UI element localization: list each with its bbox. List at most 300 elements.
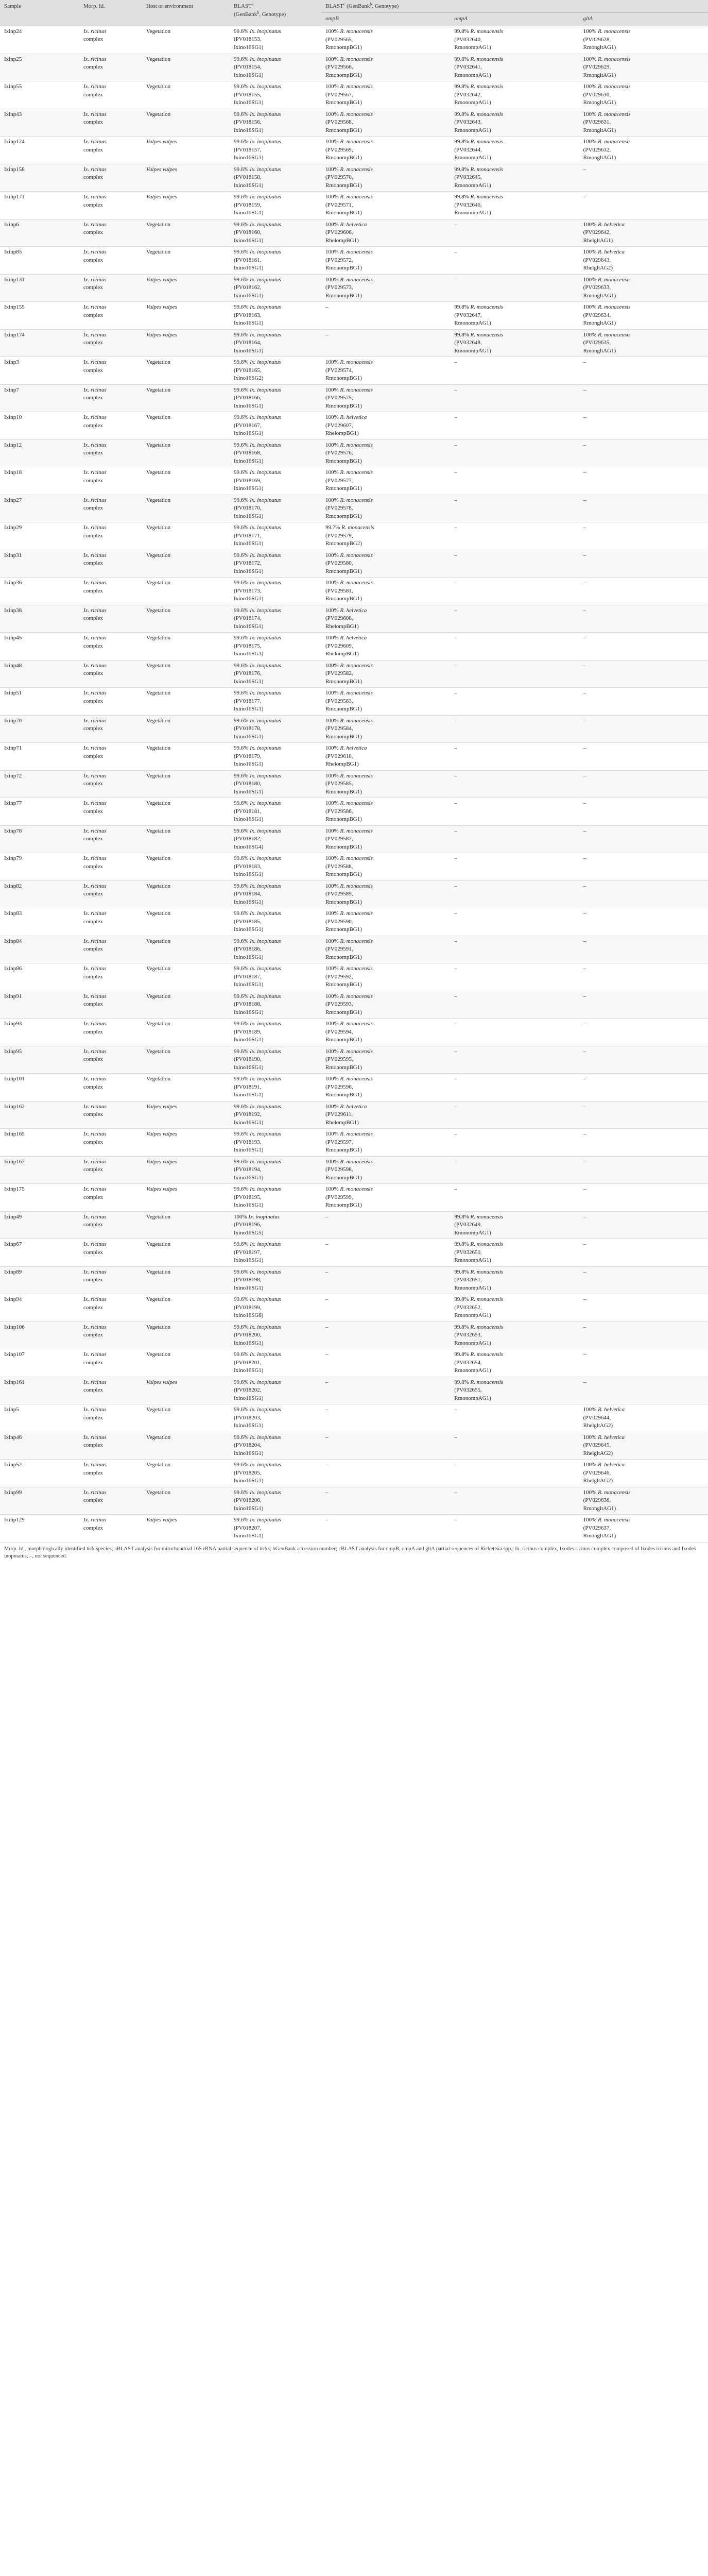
sample-id: Ixinp93	[4, 1021, 22, 1027]
cell-blast-16s	[230, 550, 321, 578]
ompA-species: R. monacensis	[470, 304, 504, 310]
morp-complex: complex	[83, 395, 103, 401]
cell-morp-id	[79, 578, 142, 605]
gltA-not-sequenced: –	[583, 1131, 586, 1137]
ompA-species: R. monacensis	[470, 1379, 504, 1385]
ompA-not-sequenced: –	[454, 552, 457, 558]
ompB-percent: 100%	[325, 745, 339, 751]
cell-sample	[0, 633, 79, 660]
morp-species: Ix. ricinus	[83, 359, 107, 365]
col-header-ompa: ompA	[450, 12, 579, 26]
gltA-not-sequenced: –	[583, 965, 586, 972]
cell-blast-16s	[230, 688, 321, 716]
blast-c-rest: (GenBank	[345, 3, 370, 9]
sample-id: Ixinp155	[4, 304, 25, 310]
ompA-accession: (PV032646,	[454, 201, 482, 208]
cell-glta	[579, 908, 708, 936]
blast16-percent: 99.6%	[234, 1434, 249, 1440]
cell-blast-16s	[230, 439, 321, 467]
cell-sample	[0, 357, 79, 385]
morp-complex: complex	[83, 312, 103, 318]
cell-blast-16s	[230, 1377, 321, 1404]
ompA-not-sequenced: –	[454, 827, 457, 834]
blast16-percent: 99.6%	[234, 883, 249, 889]
cell-host	[142, 633, 230, 660]
ompA-not-sequenced: –	[454, 635, 457, 641]
blast16-percent: 99.6%	[234, 1158, 249, 1165]
cell-glta	[579, 853, 708, 881]
blast-a-label: BLAST	[234, 3, 252, 9]
ompB-percent: 100%	[325, 194, 339, 200]
blast16-species: Ix. inopinatus	[250, 249, 281, 255]
ompA-genotype: RmonompAG1)	[454, 72, 491, 78]
table-row	[0, 908, 708, 936]
cell-sample	[0, 1211, 79, 1239]
blast16-species: Ix. inopinatus	[250, 221, 281, 228]
cell-glta	[579, 660, 708, 688]
cell-ompb	[321, 384, 450, 412]
ompB-species: R. monacensis	[340, 1131, 373, 1137]
blast16-accession: (PV018174,	[234, 615, 262, 621]
blast16-species: Ix. inopinatus	[250, 194, 281, 200]
ompB-accession: (PV029579,	[325, 532, 353, 539]
blast16-genotype: Ixino16SG1)	[234, 402, 264, 409]
cell-ompa	[450, 522, 579, 550]
cell-ompa	[450, 1074, 579, 1101]
cell-host	[142, 880, 230, 908]
cell-ompb	[321, 1156, 450, 1184]
host-name: Vegetation	[146, 469, 171, 476]
cell-ompb	[321, 81, 450, 109]
ompA-not-sequenced: –	[454, 910, 457, 917]
ompB-genotype: RmonompBG1)	[325, 457, 362, 464]
blast16-accession: (PV018178,	[234, 725, 262, 732]
sample-id: Ixinp99	[4, 1489, 22, 1496]
table-row	[0, 991, 708, 1019]
cell-ompa	[450, 1377, 579, 1404]
ompB-percent: 100%	[325, 386, 339, 393]
blast16-percent: 99.6%	[234, 1489, 249, 1496]
blast16-species: Ix. inopinatus	[250, 497, 281, 503]
cell-ompa	[450, 1294, 579, 1322]
cell-glta	[579, 1019, 708, 1046]
cell-ompb	[321, 219, 450, 247]
ompB-genotype: RhelompBG1)	[325, 430, 359, 436]
ompA-percent: 99.8%	[454, 111, 469, 117]
ompB-accession: (PV029576,	[325, 450, 353, 456]
cell-glta	[579, 578, 708, 605]
gltA-not-sequenced: –	[583, 1158, 586, 1165]
blast16-percent: 99.6%	[234, 497, 249, 503]
cell-ompa	[450, 137, 579, 164]
ompB-species: R. monacensis	[340, 1076, 373, 1082]
cell-blast-16s	[230, 219, 321, 247]
cell-host	[142, 192, 230, 219]
blast16-accession: (PV018162,	[234, 284, 262, 291]
cell-ompa	[450, 192, 579, 219]
sample-id: Ixinp85	[4, 249, 22, 255]
ompB-genotype: RmonompBG1)	[325, 843, 362, 850]
ompB-genotype: RmonompBG1)	[325, 127, 362, 133]
ompA-accession: (PV032655,	[454, 1387, 482, 1393]
blast16-accession: (PV018181,	[234, 808, 262, 815]
blast16-species: Ix. inopinatus	[250, 1324, 281, 1330]
cell-morp-id	[79, 550, 142, 578]
morp-species: Ix. ricinus	[83, 276, 107, 283]
ompA-not-sequenced: –	[454, 442, 457, 448]
morp-species: Ix. ricinus	[83, 1158, 107, 1165]
ompA-percent: 99.8%	[454, 1324, 469, 1330]
ompB-genotype: RmonompBG1)	[325, 816, 362, 822]
cell-host	[142, 302, 230, 330]
blast16-genotype: Ixino16SG1)	[234, 292, 264, 299]
blast16-genotype: Ixino16SG1)	[234, 1284, 264, 1291]
ompA-species: R. monacensis	[470, 1241, 504, 1247]
cell-host	[142, 688, 230, 716]
blast16-genotype: Ixino16SG1)	[234, 1147, 264, 1153]
gltA-percent: 100%	[583, 83, 597, 90]
table-row	[0, 329, 708, 357]
cell-glta	[579, 109, 708, 137]
blast16-percent: 99.6%	[234, 56, 249, 62]
ompB-species: R. monacensis	[340, 56, 373, 62]
host-name: Vegetation	[146, 359, 171, 365]
host-name: Vulpes vulpes	[146, 1517, 177, 1523]
gltA-not-sequenced: –	[583, 1186, 586, 1192]
cell-host	[142, 1321, 230, 1349]
morp-species: Ix. ricinus	[83, 1406, 107, 1413]
cell-ompb	[321, 1349, 450, 1377]
morp-complex: complex	[83, 1166, 103, 1173]
cell-sample	[0, 963, 79, 991]
morp-species: Ix. ricinus	[83, 194, 107, 200]
cell-host	[142, 825, 230, 853]
morp-complex: complex	[83, 1304, 103, 1311]
ompA-not-sequenced: –	[454, 1103, 457, 1110]
cell-blast-16s	[230, 798, 321, 826]
table-row	[0, 853, 708, 881]
cell-host	[142, 770, 230, 798]
morp-species: Ix. ricinus	[83, 1517, 107, 1523]
cell-morp-id	[79, 1432, 142, 1460]
sample-id: Ixinp78	[4, 827, 22, 834]
table-row	[0, 274, 708, 302]
table-row	[0, 1184, 708, 1212]
ompA-not-sequenced: –	[454, 965, 457, 972]
ompA-percent: 99.8%	[454, 1268, 469, 1275]
ompB-species: R. monacensis	[340, 855, 373, 861]
cell-ompa	[450, 329, 579, 357]
sample-id: Ixinp131	[4, 276, 25, 283]
blast16-genotype: Ixino16SG1)	[234, 72, 264, 78]
ompB-accession: (PV029593,	[325, 1001, 353, 1007]
blast16-genotype: Ixino16SG1)	[234, 44, 264, 50]
cell-glta	[579, 633, 708, 660]
ompB-genotype: RmonompBG1)	[325, 1174, 362, 1181]
morp-complex: complex	[83, 1083, 103, 1090]
cell-ompb	[321, 54, 450, 81]
blast16-percent: 99.6%	[234, 1296, 249, 1302]
cell-host	[142, 522, 230, 550]
morp-species: Ix. ricinus	[83, 910, 107, 917]
ompB-species: R. monacensis	[340, 469, 373, 476]
table-row	[0, 109, 708, 137]
blast-a-sup: a	[251, 2, 254, 7]
ompB-species: R. helvetica	[340, 635, 367, 641]
table-row	[0, 1239, 708, 1267]
table-row	[0, 550, 708, 578]
cell-ompa	[450, 1046, 579, 1074]
cell-blast-16s	[230, 853, 321, 881]
morp-species: Ix. ricinus	[83, 331, 107, 338]
ompA-accession: (PV032651,	[454, 1277, 482, 1283]
sample-id: Ixinp27	[4, 497, 22, 503]
ompA-not-sequenced: –	[454, 1434, 457, 1440]
blast16-genotype: Ixino16SG2)	[234, 375, 264, 381]
blast16-species: Ix. inopinatus	[250, 1048, 281, 1055]
cell-host	[142, 578, 230, 605]
ompB-species: R. helvetica	[340, 221, 367, 228]
blast16-genotype: Ixino16SG3)	[234, 651, 264, 657]
cell-ompa	[450, 109, 579, 137]
cell-ompb	[321, 274, 450, 302]
blast16-percent: 99.6%	[234, 249, 249, 255]
table-row	[0, 1074, 708, 1101]
morp-species: Ix. ricinus	[83, 442, 107, 448]
blast16-species: Ix. inopinatus	[250, 1131, 281, 1137]
cell-ompb	[321, 936, 450, 963]
cell-ompb	[321, 495, 450, 522]
ompB-genotype: RmonompBG1)	[325, 375, 362, 381]
host-name: Vulpes vulpes	[146, 166, 177, 173]
gltA-not-sequenced: –	[583, 1268, 586, 1275]
host-name: Vegetation	[146, 580, 171, 586]
ompB-not-sequenced: –	[325, 1213, 329, 1220]
blast16-percent: 99.6%	[234, 827, 249, 834]
sample-id: Ixinp95	[4, 1048, 22, 1055]
cell-ompb	[321, 578, 450, 605]
blast16-genotype: Ixino16SG1)	[234, 1478, 264, 1484]
cell-ompb	[321, 439, 450, 467]
ompB-not-sequenced: –	[325, 1489, 329, 1496]
table-footnote: Morp. Id., morphologically identified tick species; aBLAST analysis for mitochondrial 16S rRNA partial sequence of ticks; bGenBank accession number; cBLAST analysis for ompB, ompA and gltA partial sequences of Rickettsia spp.; Ix. ricinus complex, Ixodes ricinus complex composed of Ixodes ricinus and Ixodes inopinatus; –, not sequenced.	[4, 1546, 696, 1559]
blast16-accession: (PV018157,	[234, 146, 262, 153]
cell-sample	[0, 109, 79, 137]
cell-ompb	[321, 798, 450, 826]
cell-sample	[0, 1019, 79, 1046]
blast16-accession: (PV018199,	[234, 1304, 262, 1311]
sample-id: Ixinp89	[4, 1268, 22, 1275]
ompB-species: R. monacensis	[340, 111, 373, 117]
cell-glta	[579, 1432, 708, 1460]
cell-ompa	[450, 384, 579, 412]
ompB-percent: 99.7%	[325, 524, 340, 531]
morp-species: Ix. ricinus	[83, 1379, 107, 1385]
cell-glta	[579, 991, 708, 1019]
ompB-accession: (PV029572,	[325, 257, 353, 263]
cell-morp-id	[79, 1377, 142, 1404]
gltA-genotype: RhelgltAG2)	[583, 1478, 613, 1484]
ompA-species: R. monacensis	[470, 111, 504, 117]
cell-glta	[579, 274, 708, 302]
morp-complex: complex	[83, 201, 103, 208]
blast-a-sub: (GenBank	[234, 11, 257, 18]
gltA-not-sequenced: –	[583, 910, 586, 917]
ompB-genotype: RmonompBG1)	[325, 1037, 362, 1043]
ompB-species: R. helvetica	[340, 745, 367, 751]
ompB-accession: (PV029575,	[325, 395, 353, 401]
ompB-percent: 100%	[325, 580, 339, 586]
host-name: Vegetation	[146, 28, 171, 35]
table-row	[0, 1046, 708, 1074]
cell-host	[142, 743, 230, 771]
blast16-species: Ix. inopinatus	[250, 827, 281, 834]
header-row-1	[0, 0, 708, 12]
ompB-accession: (PV029609,	[325, 642, 353, 649]
cell-blast-16s	[230, 1460, 321, 1487]
blast-c-end: , Genotype)	[372, 3, 399, 9]
morp-complex: complex	[83, 1332, 103, 1338]
blast16-percent: 99.6%	[234, 194, 249, 200]
ompA-not-sequenced: –	[454, 1048, 457, 1055]
cell-ompb	[321, 412, 450, 440]
blast16-genotype: Ixino16SG1)	[234, 1119, 264, 1126]
gltA-percent: 100%	[583, 111, 597, 117]
ompB-species: R. monacensis	[340, 827, 373, 834]
blast16-species: Ix. inopinatus	[250, 552, 281, 558]
morp-species: Ix. ricinus	[83, 965, 107, 972]
table-row	[0, 1349, 708, 1377]
cell-sample	[0, 770, 79, 798]
cell-host	[142, 798, 230, 826]
blast16-percent: 99.6%	[234, 111, 249, 117]
cell-glta	[579, 1211, 708, 1239]
blast16-accession: (PV018200,	[234, 1332, 262, 1338]
ompA-not-sequenced: –	[454, 690, 457, 696]
host-name: Vegetation	[146, 965, 171, 972]
gltA-not-sequenced: –	[583, 580, 586, 586]
cell-host	[142, 109, 230, 137]
ompB-species: R. monacensis	[340, 166, 373, 173]
gltA-accession: (PV029631,	[583, 119, 611, 125]
cell-host	[142, 1074, 230, 1101]
blast16-genotype: Ixino16SG1)	[234, 540, 264, 547]
blast16-percent: 99.6%	[234, 580, 249, 586]
ompB-genotype: RmonompBG1)	[325, 1202, 362, 1208]
ompB-genotype: RmonompBG1)	[325, 954, 362, 960]
cell-host	[142, 1404, 230, 1432]
cell-ompa	[450, 1184, 579, 1212]
ompA-accession: (PV032640,	[454, 36, 482, 43]
cell-ompa	[450, 798, 579, 826]
ompA-accession: (PV032647,	[454, 312, 482, 318]
gltA-genotype: RmongltAG1)	[583, 99, 616, 106]
cell-ompb	[321, 1404, 450, 1432]
ompA-accession: (PV032652,	[454, 1304, 482, 1311]
ompB-percent: 100%	[325, 1048, 339, 1055]
blast16-percent: 99.6%	[234, 1076, 249, 1082]
cell-blast-16s	[230, 1046, 321, 1074]
blast16-genotype: Ixino16SG1)	[234, 430, 264, 436]
sample-id: Ixinp165	[4, 1131, 25, 1137]
ompB-genotype: RhelompBG1)	[325, 761, 359, 767]
blast16-accession: (PV018156,	[234, 119, 262, 125]
blast16-percent: 99.6%	[234, 386, 249, 393]
gltA-not-sequenced: –	[583, 469, 586, 476]
cell-ompa	[450, 1266, 579, 1294]
gltA-accession: (PV029645,	[583, 1442, 611, 1448]
cell-morp-id	[79, 357, 142, 385]
blast16-accession: (PV018192,	[234, 1111, 262, 1117]
ompA-not-sequenced: –	[454, 993, 457, 999]
blast16-genotype: Ixino16SG4)	[234, 843, 264, 850]
cell-morp-id	[79, 743, 142, 771]
cell-host	[142, 384, 230, 412]
blast16-genotype: Ixino16SG1)	[234, 265, 264, 271]
cell-host	[142, 908, 230, 936]
cell-host	[142, 467, 230, 495]
gltA-genotype: RmongltAG1)	[583, 127, 616, 133]
morp-complex: complex	[83, 753, 103, 759]
gltA-not-sequenced: –	[583, 607, 586, 614]
cell-ompa	[450, 550, 579, 578]
cell-glta	[579, 357, 708, 385]
ompB-genotype: RmonompBG1)	[325, 182, 362, 189]
table-row	[0, 688, 708, 716]
cell-ompb	[321, 1101, 450, 1129]
ompB-species: R. monacensis	[340, 690, 373, 696]
cell-morp-id	[79, 1404, 142, 1432]
host-name: Vulpes vulpes	[146, 1379, 177, 1385]
ompB-accession: (PV029590,	[325, 918, 353, 925]
ompA-not-sequenced: –	[454, 1158, 457, 1165]
cell-ompb	[321, 1266, 450, 1294]
cell-sample	[0, 302, 79, 330]
ompB-species: R. monacensis	[340, 552, 373, 558]
ompB-accession: (PV029599,	[325, 1194, 353, 1200]
cell-glta	[579, 26, 708, 54]
morp-species: Ix. ricinus	[83, 497, 107, 503]
cell-blast-16s	[230, 1487, 321, 1515]
cell-blast-16s	[230, 412, 321, 440]
table-row	[0, 164, 708, 192]
cell-host	[142, 715, 230, 743]
blast16-percent: 100%	[234, 1213, 247, 1220]
cell-morp-id	[79, 1321, 142, 1349]
cell-ompa	[450, 1321, 579, 1349]
cell-sample	[0, 798, 79, 826]
gltA-genotype: RmongltAG1)	[583, 347, 616, 354]
cell-blast-16s	[230, 715, 321, 743]
ompB-not-sequenced: –	[325, 331, 329, 338]
ompB-not-sequenced: –	[325, 1462, 329, 1468]
host-name: Vulpes vulpes	[146, 194, 177, 200]
sample-id: Ixinp82	[4, 883, 22, 889]
sample-id: Ixinp84	[4, 938, 22, 944]
ompB-accession: (PV029578,	[325, 505, 353, 511]
gltA-accession: (PV029644,	[583, 1414, 611, 1421]
table-row	[0, 192, 708, 219]
gltA-percent: 100%	[583, 1406, 597, 1413]
blast16-accession: (PV018185,	[234, 918, 262, 925]
cell-morp-id	[79, 1349, 142, 1377]
cell-ompb	[321, 991, 450, 1019]
cell-blast-16s	[230, 1129, 321, 1157]
sample-id: Ixinp49	[4, 1213, 22, 1220]
ompB-not-sequenced: –	[325, 1406, 329, 1413]
ompA-percent: 99.8%	[454, 304, 469, 310]
blast16-percent: 99.6%	[234, 745, 249, 751]
